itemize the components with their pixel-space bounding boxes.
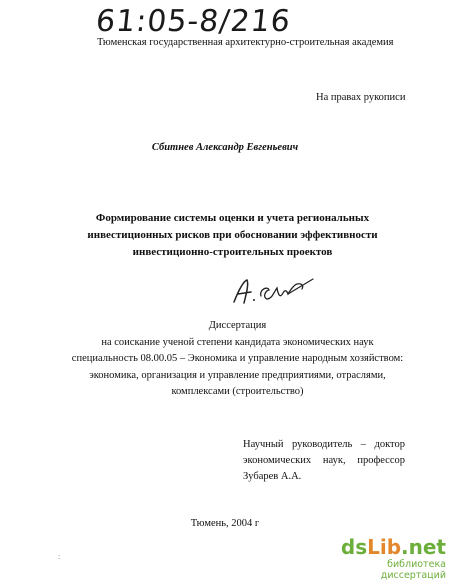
advisor-degree: экономических наук, профессор xyxy=(243,455,405,466)
specialty-detail: комплексами (строительство) xyxy=(171,386,304,397)
title-line: инвестиционных рисков при обосновании эффективности xyxy=(87,229,378,241)
author-signature xyxy=(228,275,318,309)
watermark-subtitle: библиотека диссертаций xyxy=(380,559,446,581)
margin-mark: : xyxy=(58,552,61,561)
title-line: инвестиционно-строительных проектов xyxy=(132,246,333,258)
dslib-logo xyxy=(322,536,446,558)
archive-number: 61:05-8/216 xyxy=(94,4,293,39)
institution-name: Тюменская государственная архитектурно-строительная академия xyxy=(97,37,394,48)
title-line: Формирование системы оценки и учета региональных xyxy=(95,212,370,224)
scientific-advisor xyxy=(243,437,405,485)
specialty: специальность 08.00.05 – Экономика и управление народным хозяйством: xyxy=(71,353,404,364)
advisor-name: Зубарев А.А. xyxy=(243,471,302,482)
author-name: Сбитнев Александр Евгеньевич xyxy=(151,142,299,153)
advisor-role: Научный руководитель – доктор xyxy=(243,439,405,450)
dissertation-info xyxy=(45,318,430,401)
city-year: Тюмень, 2004 г xyxy=(190,518,260,529)
logo-net: .net xyxy=(401,535,446,559)
logo-lib: Lib xyxy=(367,535,402,559)
dslib-watermark[interactable] xyxy=(322,535,446,581)
degree-type: Диссертация xyxy=(208,320,267,331)
degree-purpose: на соискание ученой степени кандидата экономических наук xyxy=(101,336,374,348)
manuscript-rights-note: На правах рукописи xyxy=(316,92,406,103)
specialty-detail: экономика, организация и управление предприятиями, отраслями, xyxy=(89,369,386,381)
dissertation-title xyxy=(60,210,405,261)
logo-ds: ds xyxy=(340,535,368,559)
